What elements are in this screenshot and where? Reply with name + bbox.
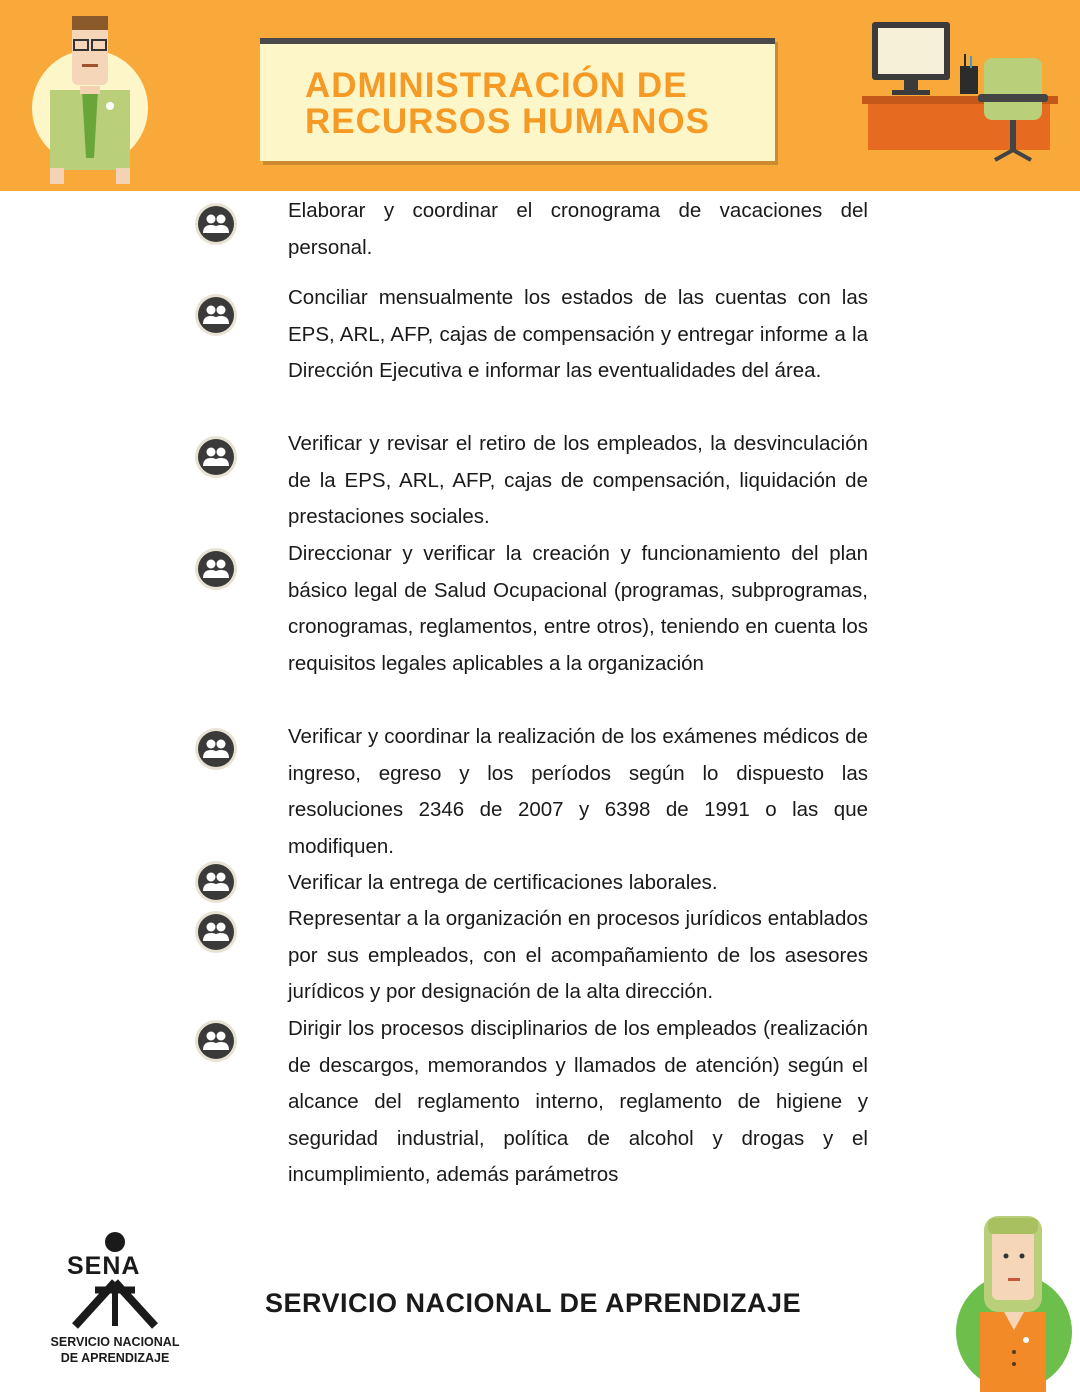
users-icon <box>194 202 238 246</box>
users-icon <box>194 1019 238 1063</box>
users-icon <box>194 547 238 591</box>
sena-logo <box>55 1230 175 1340</box>
list-item: Conciliar mensualmente los estados de las cuentas con las EPS, ARL, AFP, cajas de compensación y entregar informe a la Dirección Ejecutiva e informar las eventualidades del área. <box>288 286 868 383</box>
list-item: Dirigir los procesos disciplinarios de los empleados (realización de descargos, memorandos y llamados de atención) según el alcance del reglamento interno, reglamento de higiene y seguridad industrial, política de alcohol y drogas y el incumplimiento, además parámetros <box>288 1017 868 1187</box>
list-item: Representar a la organización en procesos jurídicos entablados por sus empleados, con el acompañamiento de los asesores jurídicos y por designación de la alta dirección. <box>288 907 868 1004</box>
list-item: Verificar y coordinar la realización de los exámenes médicos de ingreso, egreso y los períodos según lo dispuesto las resoluciones 2346 de 2007 y 6398 de 1991 o las que modifiquen. <box>288 725 868 858</box>
sena-logo-subtitle-line2: DE APRENDIZAJE <box>60 1351 170 1365</box>
header-banner <box>0 0 1080 191</box>
sena-logo-word: SENA <box>67 1252 141 1280</box>
users-icon <box>194 293 238 337</box>
users-icon <box>194 910 238 954</box>
list-item: Direccionar y verificar la creación y funcionamiento del plan básico legal de Salud Ocupacional (programas, subprogramas, cronogramas, reglamentos, entre otros), teniendo en cuenta los requisitos legales aplicables a la organización <box>288 542 868 675</box>
title-card <box>260 38 775 161</box>
page-title-line2: RECURSOS HUMANOS <box>305 102 710 141</box>
list-item: Verificar la entrega de certificaciones laborales. <box>288 871 718 894</box>
footer-title: SERVICIO NACIONAL DE APRENDIZAJE <box>265 1288 802 1318</box>
woman-illustration <box>952 1212 1074 1392</box>
man-illustration <box>30 8 155 186</box>
users-icon <box>194 435 238 479</box>
users-icon <box>194 727 238 771</box>
page-title-line1: ADMINISTRACIÓN DE <box>305 66 688 105</box>
desk-illustration <box>860 18 1065 178</box>
list-item: Verificar y revisar el retiro de los empleados, la desvinculación de la EPS, ARL, AFP, cajas de compensación, liquidación de prestaciones sociales. <box>288 432 868 529</box>
users-icon <box>194 860 238 904</box>
list-item: Elaborar y coordinar el cronograma de vacaciones del personal. <box>288 199 868 259</box>
sena-logo-subtitle-line1: SERVICIO NACIONAL <box>50 1335 180 1349</box>
